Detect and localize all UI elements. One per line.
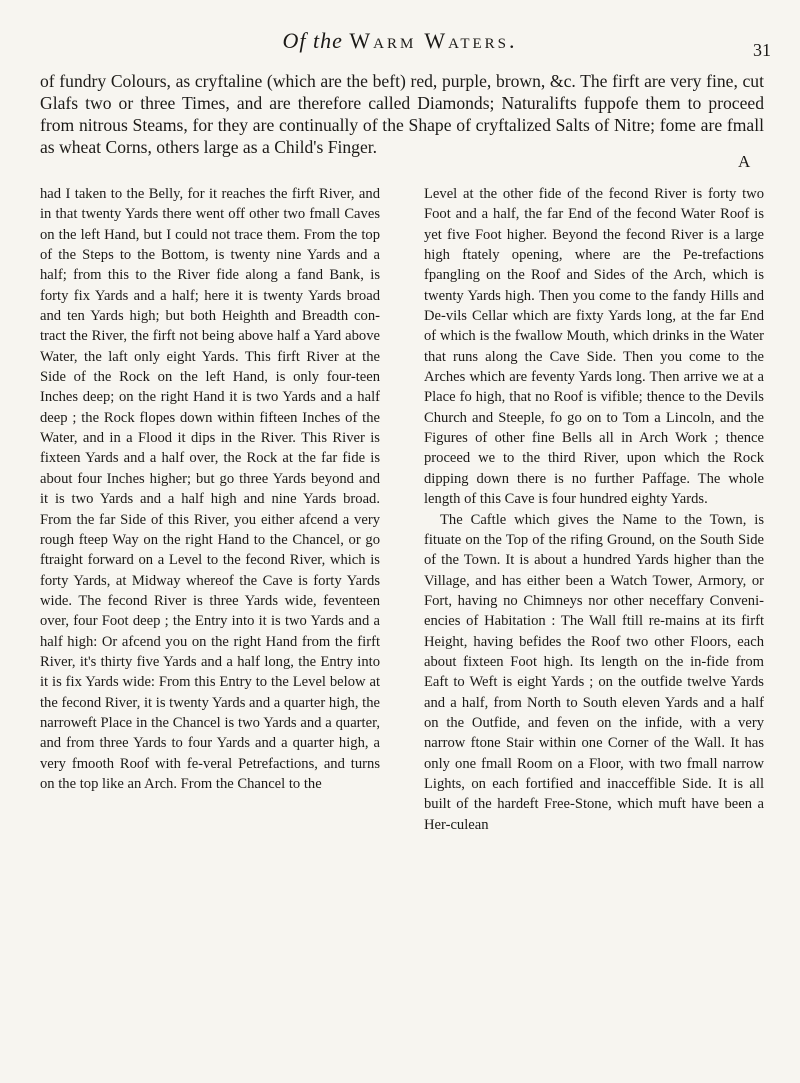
right-column-paragraph-2: The Caftle which gives the Name to the Town, is fituate on the Top of the rifing Ground, on the South Side of the Town. It is about a hundred Yards higher than the Village, and has either been a Watch Tower, Armory, or Fort, having no Chimneys nor other neceffary Conveni-encies of Habitation : The Wall ftill re-mains at its firft Height, having befides the Roof two other Floors, each about fixteen Foot high. Its length on the in-fide from Eaft to Weft is eight Yards ; on the outfide twelve Yards and a half, from North to South eleven Yards and a half on the Outfide, and feven on the infide, with a very narrow ftone Stair within one Corner of the Wall. It has only one fmall Room on a Floor, with two fmall narrow Lights, on each fortified and inacceffible Side. It is all built of the hardeft Free-Stone, which muft have been a Her-culean — [424, 511, 764, 833]
page-number: 31 — [753, 40, 771, 60]
running-head-of-the: Of the — [282, 28, 343, 53]
right-column — [424, 184, 764, 835]
catchword: A — [738, 152, 751, 171]
running-head — [200, 28, 600, 54]
intro-paragraph: of fundry Colours, as cryftaline (which are the beft) red, purple, brown, &c. The firft are very fine, cut Glafs two or three Times, and are therefore called Diamonds; Naturalifts fuppofe them to proceed from nitrous Steams, for they are continually of the Shape of cryftalized Salts of Nitre; fome are fmall as wheat Corns, others large as a Child's Finger. — [40, 71, 764, 157]
running-head-title: Warm Waters. — [349, 28, 518, 53]
left-column — [40, 184, 380, 794]
right-column-paragraph-1: Level at the other fide of the fecond River is forty two Foot and a half, the far End of the fecond Water Roof is yet five Foot higher. Beyond the fecond River is a large high ftately opening, where are the Pe-trefactions fpangling on the Roof and Sides of the Arch, which is twenty Yards high. Then you come to the fandy Hills and De-vils Cellar which are fixty Yards long, at the far End of which is the fwallow Mouth, which drinks in the Water that runs along the Cave Side. Then you come to the Arches which are feventy Yards long. Then arrive we at a Place fo high, that no Roof is vifible; thence to the Devils Church and Steeple, fo go on to Tom a Lincoln, and the Figures of other fine Bells all in Arch Work ; thence proceed we to the third River, upon which the Rock dipping down there is no further Paffage. The whole length of this Cave is four hundred eighty Yards. — [424, 186, 764, 508]
left-column-paragraph: had I taken to the Belly, for it reaches the firft River, and in that twenty Yards there went off other two fmall Caves on the left Hand, but I could not trace them. From the top of the Steps to the Bottom, is twenty nine Yards and a half; from this to the River fide along a fand Bank, is forty fix Yards and a half; here it is twenty Yards broad and ten Yards high; but both Heighth and Breadth con-tract the River, the firft not being above half a Yard above Water, the laft only eight Yards. This firft River at the Side of the Rock on the left Hand, is only four-teen Inches deep; on the right Hand it is two Yards and a half deep ; the Rock flopes down within fifteen Inches of the Water, and in a Flood it dips in the River. This River is fixteen Yards and a half over, the Rock at the far fide is about four Inches higher; but go three Yards beyond and it is two Yards and a half high and nine Yards broad. From the far Side of this River, you either afcend a very rough fteep Way on the right Hand to the Chancel, or go ftraight forward on a Level to the fecond River, which is forty Yards, at Midway whereof the Cave is forty Yards wide. The fecond River is three Yards wide, feventeen over, four Foot deep ; the Entry into it is two Yards and a half high: Or afcend you on the right Hand from the firft River, it's thirty five Yards and a half long, the Entry into it is fix Yards wide: From this Entry to the Level below at the fecond River, it is twenty Yards and a quarter high, the narroweft Place in the Chancel is two Yards and a quarter, and from three Yards to four Yards and a quarter high, a very fmooth Roof with fe-veral Petrefactions, and turns on the top like an Arch. From the Chancel to the — [40, 186, 380, 792]
